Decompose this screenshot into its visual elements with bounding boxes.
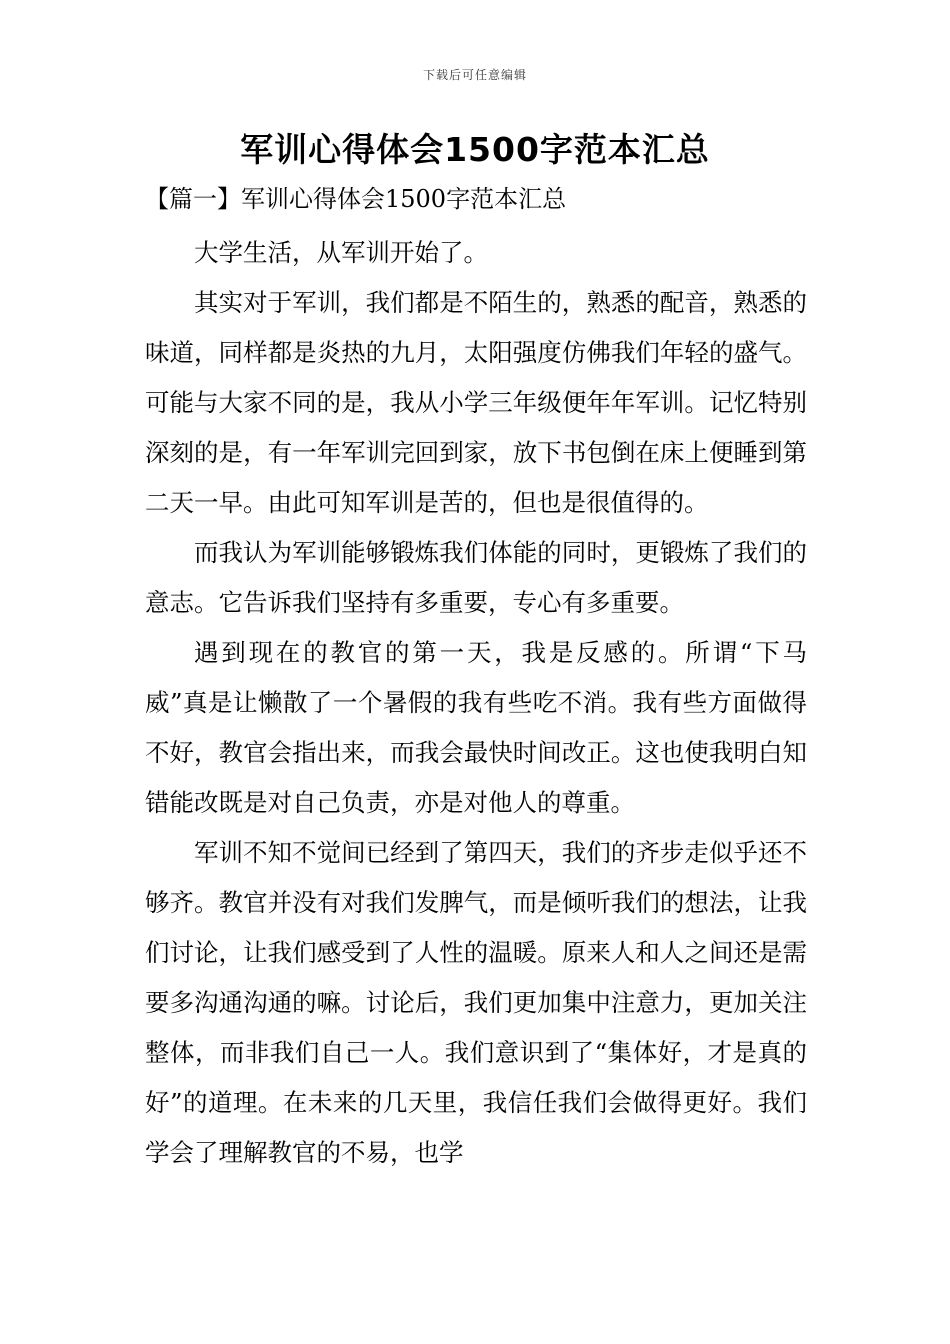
document-body (145, 228, 807, 1178)
paragraph: 大学生活，从军训开始了。 (194, 238, 488, 267)
paragraph: 遇到现在的教官的第一天，我是反感的。所谓“下马威”真是让懒散了一个暑假的我有些吃不消。我有些方面做得不好，教官会指出来，而我会最快时间改正。这也使我明白知错能改既是对自己负责，亦是对他人的尊重。 (145, 638, 807, 817)
paragraph: 其实对于军训，我们都是不陌生的，熟悉的配音，熟悉的味道，同样都是炎热的九月，太阳强度仿佛我们年轻的盛气。可能与大家不同的是，我从小学三年级便年年军训。记忆特别深刻的是，有一年军训完回到家，放下书包倒在床上便睡到第二天一早。由此可知军训是苦的，但也是很值得的。 (145, 288, 807, 517)
document-subtitle: 【篇一】军训心得体会1500字范本汇总 (145, 185, 567, 213)
header-note: 下载后可任意编辑 (422, 68, 527, 82)
paragraph: 而我认为军训能够锻炼我们体能的同时，更锻炼了我们的意志。它告诉我们坚持有多重要，专心有多重要。 (145, 538, 807, 617)
document-title: 军训心得体会1500字范本汇总 (240, 130, 710, 169)
paragraph: 军训不知不觉间已经到了第四天，我们的齐步走似乎还不够齐。教官并没有对我们发脾气，而是倾听我们的想法，让我们讨论，让我们感受到了人性的温暖。原来人和人之间还是需要多沟通沟通的嘛。讨论后，我们更加集中注意力，更加关注整体，而非我们自己一人。我们意识到了“集体好，才是真的好”的道理。在未来的几天里，我信任我们会做得更好。我们学会了理解教官的不易，也学 (145, 838, 807, 1167)
